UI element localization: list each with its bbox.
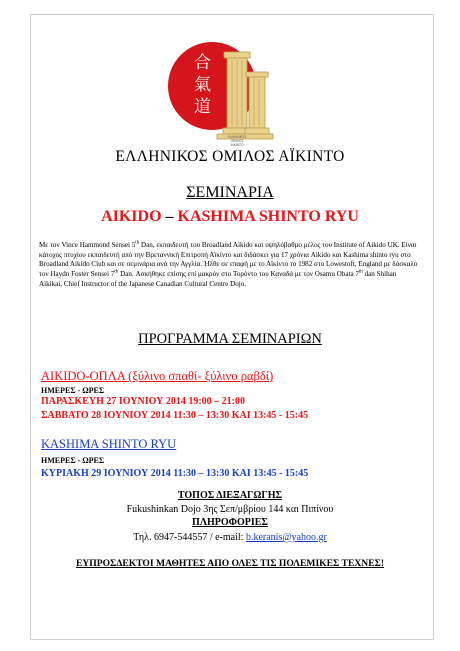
logo-glyph-1: 合 xyxy=(194,53,211,73)
aikido-club-logo xyxy=(160,38,282,148)
program-title: ΠΡΟΓΡΑΜΜΑ ΣΕΜΙΝΑΡΙΩΝ xyxy=(138,331,322,347)
venue-address: Fukushinkan Dojo 3ης Σεπ/μβρίου 144 και Πιπίνου xyxy=(126,504,334,515)
welcome-footer: ΕΥΠΡΟΣΔΕΚΤΟΙ ΜΑΘΗΤΕΣ ΑΠΟ ΟΛΕΣ ΤΙΣ ΠΟΛΕΜΙΚΕΣ ΤΕΧΝΕΣ! xyxy=(75,558,385,569)
aikido-label: AIKIDO xyxy=(101,208,162,225)
seminars-title: ΣΕΜΙΝΑΡΙΑ xyxy=(186,184,274,201)
contact-line xyxy=(0,532,460,543)
info-heading: ΠΛΗΡΟΦΟΡΙΕΣ xyxy=(192,517,268,528)
instructor-bio: Με τον Vince Hammond Sensei 5th Dan, εκπαιδευτή του Broadland Aikido και υψηλόβαθμο μέλος του Institute of Aikido UK. Είναι κάτοχος πτυχίου εκπαιδευτή από την Βρεταννική Επιτροπή Αϊκίντο και διδάσκει για 17 χρόνια Aikido και Kashima shinto ryu στο Broadland Aikido Club και σε σεμινάρια ανά την Αγγλία. Ήλθε σε επαφή με το Αϊκίντο το 1982 στο Lowestoft, England με δάσκαλο τον Haydn Foster Sensei 7th Dan. Ασκήθηκε επίσης επί μακρόν στο Τορόντο του Καναδά με τον Osamu Obata 7th dan Shihan Aikikai, Chief Instructor of the Japanese Canadian Cultural Centre Dojo. xyxy=(39,240,418,288)
phone-text: Τηλ. 6947-544557 / e-mail: xyxy=(133,532,246,543)
club-title: ΕΛΛΗΝΙΚΟΣ ΟΜΙΛΟΣ ΑΪΚΙΝΤΟ xyxy=(115,148,345,165)
kashima-schedule-sunday: ΚΥΡΙΑΚΗ 29 ΙΟΥΝΙΟΥ 2014 11:30 – 13:30 ΚΑΙ 13:45 - 15:45 xyxy=(41,468,309,479)
logo-caption-2: ΟΜΙΛΟΣ xyxy=(230,139,244,143)
kashima-days-hours-label: ΗΜΕΡΕΣ - ΩΡΕΣ xyxy=(41,456,105,465)
aikido-schedule-friday: ΠΑΡΑΣΚΕΥΗ 27 ΙΟΥΝΙΟΥ 2014 19:00 – 21:00 xyxy=(41,396,245,407)
aikido-days-hours-label: ΗΜΕΡΕΣ - ΩΡΕΣ xyxy=(41,386,105,395)
logo-caption-1: ΕΛΛΗΝΙΚΟΣ xyxy=(227,135,247,139)
title-dash: – xyxy=(161,208,178,225)
kashima-heading: KASHIMA SHINTO RYU xyxy=(41,437,177,451)
logo-glyph-3: 道 xyxy=(194,97,211,117)
venue-heading: ΤΟΠΟΣ ΔΙΕΞΑΓΩΓΗΣ xyxy=(177,490,283,501)
logo-caption-3: ΑΪΚΙΝΤΟ xyxy=(230,143,244,147)
kashima-label: KASHIMA SHINTO RYU xyxy=(177,208,359,225)
discipline-title xyxy=(0,208,460,226)
aikido-schedule-saturday: ΣΑΒΒΑΤΟ 28 ΙΟΥΝΙΟΥ 2014 11:30 – 13:30 ΚΑΙ 13:45 - 15:45 xyxy=(41,410,309,421)
logo-glyph-2: 氣 xyxy=(194,75,211,95)
email-link[interactable]: b.keranis@yahoo.gr xyxy=(245,532,327,543)
aikido-weapons-heading: AIKIDO-ΟΠΛΑ (ξύλινο σπαθί- ξύλινο ραβδί) xyxy=(41,369,274,383)
